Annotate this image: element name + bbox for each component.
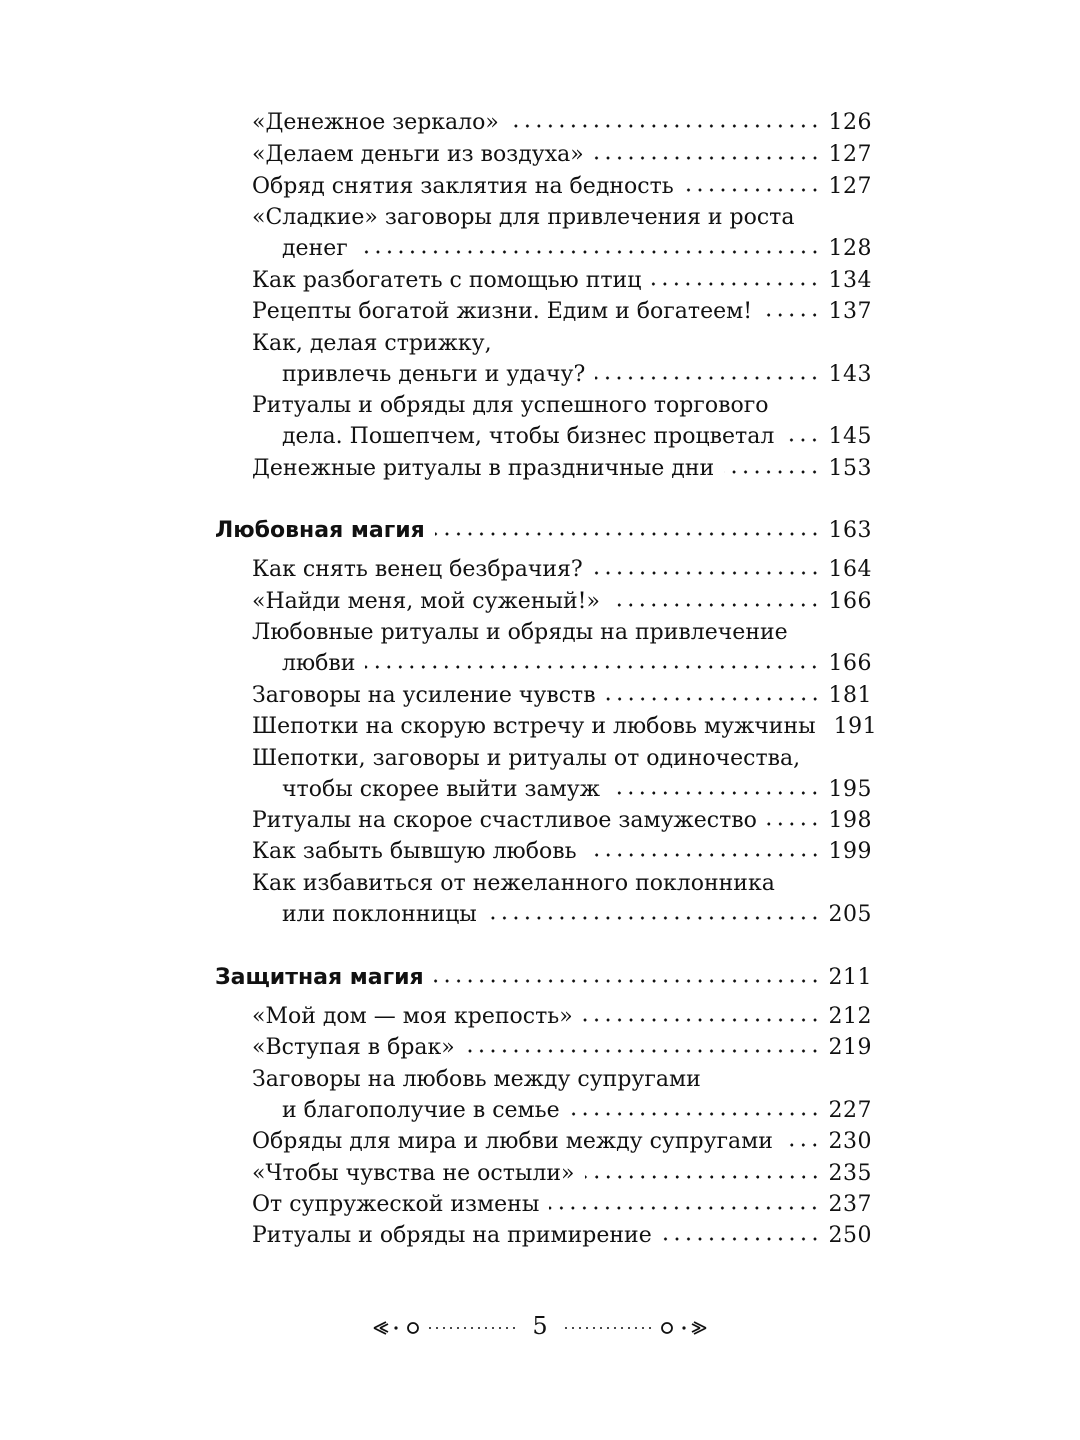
toc-entry[interactable]	[252, 742, 872, 774]
toc-entry[interactable]	[252, 553, 872, 585]
toc-entry[interactable]	[252, 138, 872, 170]
toc-entry-page: 199	[828, 839, 872, 864]
toc-entry[interactable]	[252, 170, 872, 202]
toc-entry-continuation[interactable]	[252, 232, 872, 264]
dot-leader	[358, 249, 821, 255]
toc-entry-page: 181	[828, 683, 872, 708]
toc-entry-page: 198	[828, 808, 872, 833]
right-ornament-icon	[558, 1318, 708, 1338]
toc-entry-page: 126	[828, 110, 872, 135]
toc-entry[interactable]	[252, 295, 872, 327]
dot-leader	[724, 469, 820, 475]
dot-leader	[651, 281, 820, 287]
toc-entry-title: дела. Пошепчем, чтобы бизнес процветал	[282, 424, 775, 449]
toc-entry-page: 166	[828, 589, 872, 614]
toc-entry[interactable]	[252, 452, 872, 484]
toc-entry-title: От супружеской измены	[252, 1192, 540, 1217]
toc-entry-continuation[interactable]	[252, 773, 872, 805]
dot-leader	[570, 1111, 821, 1117]
toc-entry[interactable]	[252, 327, 872, 359]
left-ornament-icon	[372, 1318, 522, 1338]
toc-entry[interactable]	[252, 1219, 872, 1251]
toc-entry-title: Как забыть бывшую любовь	[252, 839, 577, 864]
toc-entry-title: «Делаем деньги из воздуха»	[252, 142, 584, 167]
toc-entry-title: «Мой дом — моя крепость»	[252, 1004, 573, 1029]
toc-entry-title: «Сладкие» заговоры для привлечения и роста	[252, 205, 795, 230]
dot-leader	[684, 187, 821, 193]
dot-leader	[783, 1142, 821, 1148]
dot-leader	[434, 978, 821, 984]
toc-section-page: 163	[828, 518, 872, 543]
toc-section-title: Защитная магия	[215, 965, 424, 990]
toc-entry-title: Шепотки, заговоры и ритуалы от одиночества,	[252, 746, 801, 771]
toc-entry-page: 237	[828, 1192, 872, 1217]
toc-entry[interactable]	[252, 264, 872, 296]
toc-entry-title: Ритуалы и обряды на примирение	[252, 1223, 652, 1248]
toc-entry-title: Рецепты богатой жизни. Едим и богатеем!	[252, 299, 753, 324]
toc-entry-page: 134	[828, 268, 872, 293]
toc-entry-title: или поклонницы	[282, 902, 477, 927]
dot-leader	[587, 852, 821, 858]
toc-entry-title: Обряд снятия заклятия на бедность	[252, 174, 674, 199]
toc-entry-page: 145	[828, 424, 872, 449]
toc-section-heading[interactable]	[215, 514, 872, 546]
toc-entry[interactable]	[252, 710, 878, 742]
toc-entry[interactable]	[252, 804, 872, 836]
toc-section-page: 211	[828, 965, 872, 990]
toc-entry-page: 143	[828, 362, 872, 387]
dot-leader	[465, 1048, 821, 1054]
toc-entry[interactable]	[252, 867, 872, 899]
toc-entry-title: Обряды для мира и любви между супругами	[252, 1129, 773, 1154]
toc-entry[interactable]	[252, 106, 872, 138]
toc-entry-title: «Вступая в брак»	[252, 1035, 455, 1060]
toc-entry-page: 127	[828, 142, 872, 167]
toc-entry-title: Как избавиться от нежеланного поклонника	[252, 871, 775, 896]
toc-entry-page: 164	[828, 557, 872, 582]
toc-entry-page: 128	[828, 236, 872, 261]
dot-leader	[365, 664, 820, 670]
toc-entry-title: и благополучие в семье	[282, 1098, 560, 1123]
toc-entry-title: любви	[282, 651, 356, 676]
page-footer	[360, 1308, 720, 1348]
toc-entry-page: 191	[833, 714, 878, 739]
toc-entry[interactable]	[252, 679, 872, 711]
toc-entry-page: 230	[828, 1129, 872, 1154]
toc-entry-page: 219	[828, 1035, 872, 1060]
dot-leader	[610, 790, 821, 796]
toc-entry-title: Шепотки на скорую встречу и любовь мужчины	[252, 714, 816, 739]
toc-entry-title: Денежные ритуалы в праздничные дни	[252, 456, 715, 481]
toc-entry-title: привлечь деньги и удачу?	[282, 362, 586, 387]
dot-leader	[585, 1174, 821, 1180]
toc-entry[interactable]	[252, 616, 872, 648]
dot-leader	[662, 1236, 821, 1242]
toc-entry[interactable]	[252, 1000, 872, 1032]
toc-entry-continuation[interactable]	[252, 898, 872, 930]
dot-leader	[762, 312, 820, 318]
dot-leader	[594, 155, 821, 161]
dot-leader	[509, 123, 821, 129]
toc-entry-continuation[interactable]	[252, 420, 872, 452]
toc-entry-title: Как, делая стрижку,	[252, 331, 492, 356]
toc-entry-title: Ритуалы и обряды для успешного торгового	[252, 393, 769, 418]
toc-entry-title: денег	[282, 236, 348, 261]
toc-entry-page: 153	[828, 456, 872, 481]
toc-entry[interactable]	[252, 1157, 872, 1189]
toc-entry-title: «Денежное зеркало»	[252, 110, 499, 135]
toc-entry[interactable]	[252, 1063, 872, 1095]
toc-entry-page: 235	[828, 1161, 872, 1186]
toc-entry-page: 127	[828, 174, 872, 199]
toc-entry-title: чтобы скорее выйти замуж	[282, 777, 600, 802]
toc-section-title: Любовная магия	[215, 518, 425, 543]
toc-entry-title: «Найди меня, мой суженый!»	[252, 589, 600, 614]
dot-leader	[606, 696, 821, 702]
toc-entry-page: 166	[828, 651, 872, 676]
toc-entry[interactable]	[252, 1125, 872, 1157]
toc-entry[interactable]	[252, 835, 872, 867]
toc-entry-continuation[interactable]	[252, 1094, 872, 1126]
toc-entry-continuation[interactable]	[252, 358, 872, 390]
toc-entry[interactable]	[252, 1031, 872, 1063]
dot-leader	[435, 531, 821, 537]
toc-entry-continuation[interactable]	[252, 647, 872, 679]
page-number: 5	[532, 1312, 548, 1340]
toc-entry[interactable]	[252, 1188, 872, 1220]
toc-entry-page: 227	[828, 1098, 872, 1123]
dot-leader	[784, 437, 820, 443]
toc-entry[interactable]	[252, 201, 872, 233]
toc-entry-page: 205	[828, 902, 872, 927]
toc-entry-title: Заговоры на усиление чувств	[252, 683, 596, 708]
dot-leader	[767, 821, 821, 827]
dot-leader	[549, 1205, 820, 1211]
dot-leader	[595, 375, 820, 381]
toc-entry-title: Ритуалы на скорое счастливое замужество	[252, 808, 757, 833]
dot-leader	[583, 1017, 821, 1023]
toc-entry-page: 195	[828, 777, 872, 802]
toc-entry-title: Любовные ритуалы и обряды на привлечение	[252, 620, 788, 645]
toc-entry-title: Заговоры на любовь между супругами	[252, 1067, 701, 1092]
toc-entry[interactable]	[252, 389, 872, 421]
toc-entry-title: Как снять венец безбрачия?	[252, 557, 583, 582]
dot-leader	[610, 602, 821, 608]
toc-entry[interactable]	[252, 585, 872, 617]
toc-entry-page: 137	[828, 299, 872, 324]
dot-leader	[487, 915, 821, 921]
toc-entry-page: 250	[828, 1223, 872, 1248]
dot-leader	[593, 570, 821, 576]
toc-entry-title: «Чтобы чувства не остыли»	[252, 1161, 575, 1186]
toc-section-heading[interactable]	[215, 961, 872, 993]
toc-entry-page: 212	[828, 1004, 872, 1029]
toc-entry-title: Как разбогатеть с помощью птиц	[252, 268, 642, 293]
